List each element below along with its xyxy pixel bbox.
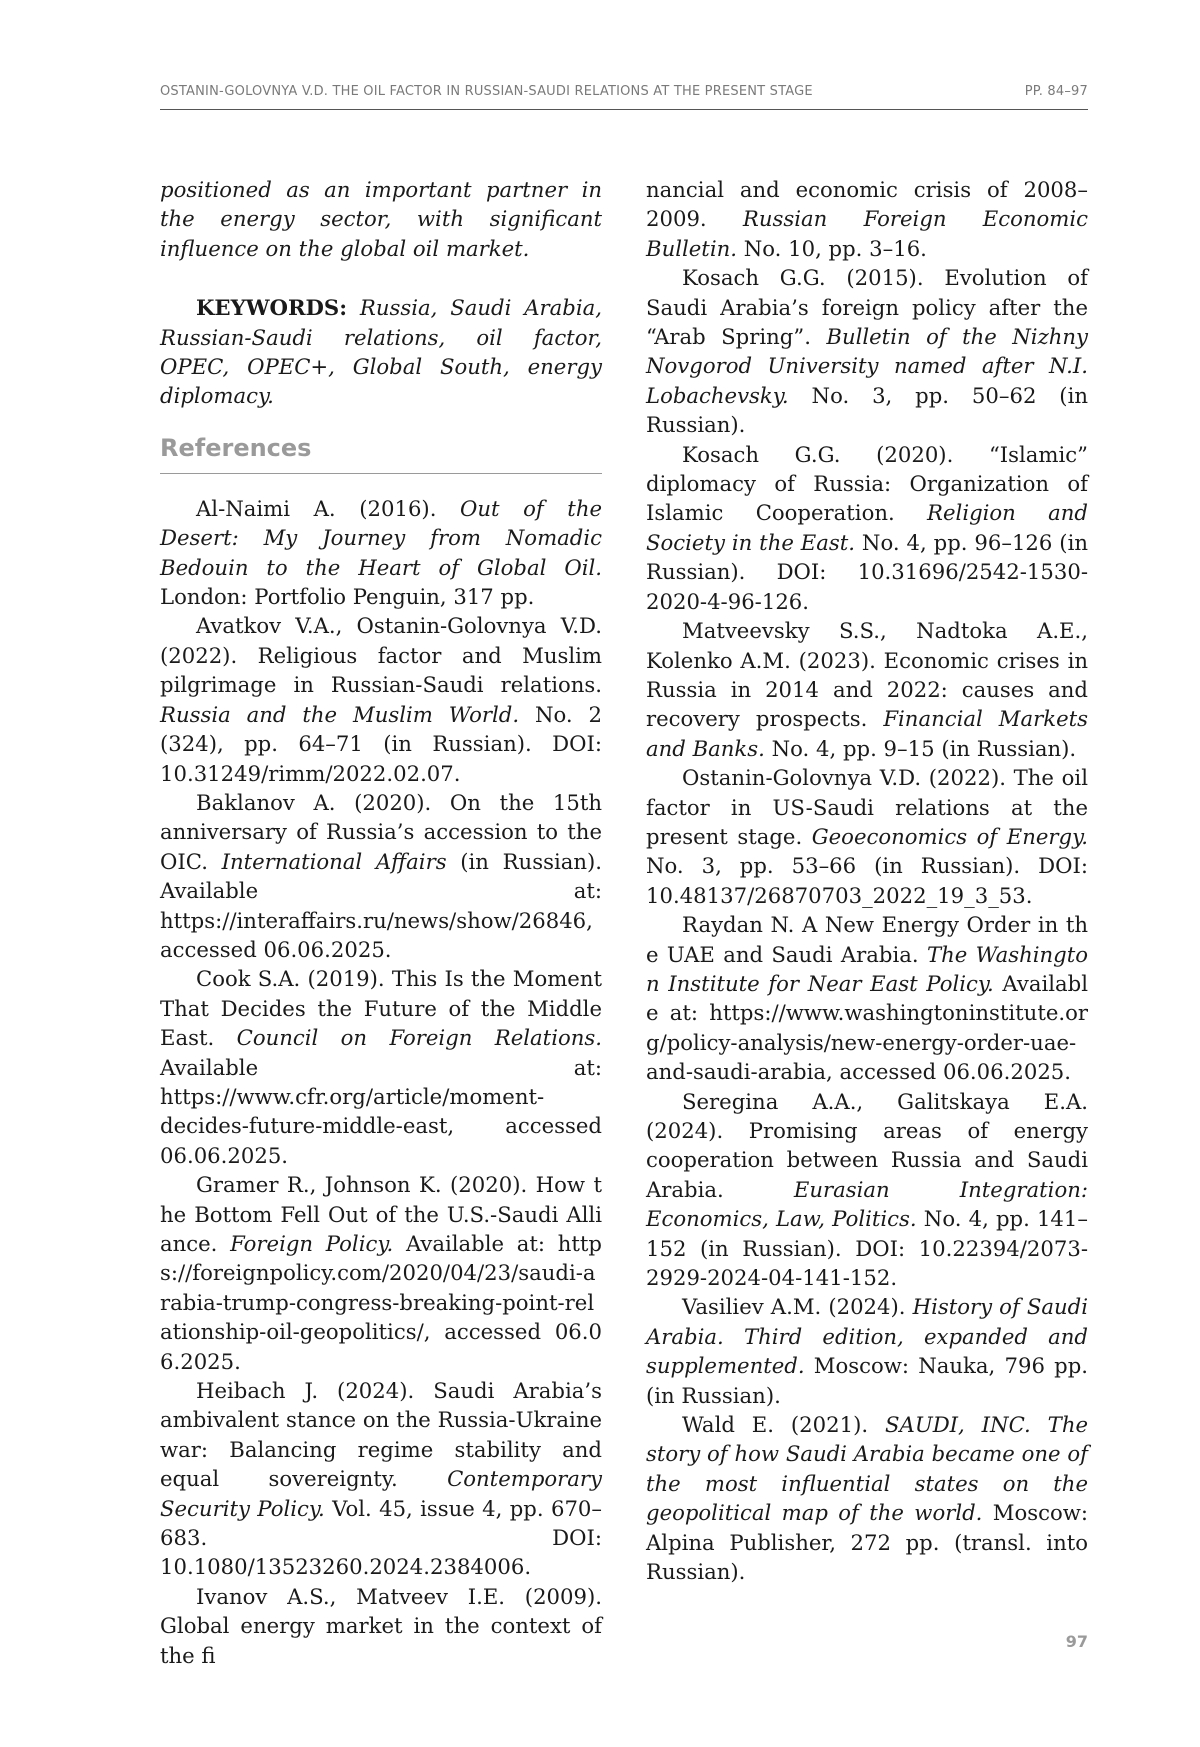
keywords-label: KEYWORDS: — [196, 295, 348, 321]
keywords-text: Russia, Saudi Arabia, Russian-Saudi relations, oil factor, OPEC, OPEC+, Global South, energy diplomacy. — [160, 295, 602, 409]
references-list-left — [160, 494, 602, 1670]
reference-item: Gramer R., Johnson K. (2020). How the Bottom Fell Out of the U.S.-Saudi Alliance. Foreign Policy. Available at: https://foreignpolicy.com/2020/04/23/saudi-arabia-trump-congress-breaking-point-relationship-oil-geopolitics/, accessed 06.06.2025. — [160, 1172, 602, 1374]
reference-item: Al-Naimi A. (2016). Out of the Desert: My Journey from Nomadic Bedouin to the Heart of Global Oil. London: Portfolio Penguin, 317 pp. — [160, 495, 602, 610]
reference-item: Matveevsky S.S., Nadtoka A.E., Kolenko A.M. (2023). Economic crises in Russia in 2014 and 2022: causes and recovery prospects. Financial Markets and Banks. No. 4, pp. 9–15 (in Russian). — [646, 618, 1089, 761]
reference-item: Kosach G.G. (2020). “Islamic” diplomacy of Russia: Organization of Islamic Cooperation. Religion and Society in the East. No. 4, pp. 96–126 (in Russian). DOI: 10.31696/2542-1530-2020-4-96-126. — [646, 441, 1088, 614]
reference-item: Ostanin-Golovnya V.D. (2022). The oil factor in US-Saudi relations at the present stage. Geoeconomics of Energy. No. 3, pp. 53–66 (in Russian). DOI: 10.48137/26870703_2022_19_3_53. — [646, 765, 1088, 908]
reference-item: Kosach G.G. (2015). Evolution of Saudi Arabia’s foreign policy after the “Arab Spring”. Bulletin of the Nizhny Novgorod University named after N.I. Lobachevsky. No. 3, pp. 50–62 (in Russian). — [646, 265, 1088, 438]
left-column — [160, 175, 602, 1670]
reference-item: Ivanov A.S., Matveev I.E. (2009). Global energy market in the context of the fi — [160, 1583, 602, 1668]
reference-item: Baklanov A. (2020). On the 15th anniversary of Russia’s accession to the OIC. International Affairs (in Russian). Available at: https://interaffairs.ru/news/show/26846, accessed 06.06.2025. — [160, 789, 603, 962]
references-heading: References — [160, 433, 602, 474]
reference-item: Vasiliev A.M. (2024). History of Saudi Arabia. Third edition, expanded and supplemented. Moscow: Nauka, 796 pp. (in Russian). — [646, 1294, 1088, 1408]
running-title: OSTANIN-GOLOVNYA V.D. THE OIL FACTOR IN RUSSIAN-SAUDI RELATIONS AT THE PRESENT STAGE — [160, 84, 813, 99]
reference-item: Avatkov V.A., Ostanin-Golovnya V.D. (2022). Religious factor and Muslim pilgrimage in Russian-Saudi relations. Russia and the Muslim World. No. 2 (324), pp. 64–71 (in Russian). DOI: 10.31249/rimm/2022.02.07. — [160, 613, 603, 786]
reference-item: Wald E. (2021). SAUDI, INC. The story of how Saudi Arabia became one of the most influential states on the geopolitical map of the world. Moscow: Alpina Publisher, 272 pp. (transl. into Russian). — [646, 1412, 1089, 1585]
abstract-ending: positioned as an important partner in the energy sector, with significant influence on the global oil market. — [160, 177, 602, 261]
header-divider — [160, 109, 1088, 110]
reference-item: Cook S.A. (2019). This Is the Moment That Decides the Future of the Middle East. Council on Foreign Relations. Available at: https://www.cfr.org/article/moment-decides-future-middle-east, accessed 06.06.2025. — [160, 966, 602, 1168]
reference-item: Seregina A.A., Galitskaya E.A. (2024). Promising areas of energy cooperation between Russia and Saudi Arabia. Eurasian Integration: Economics, Law, Politics. No. 4, pp. 141–152 (in Russian). DOI: 10.22394/2073-2929-2024-04-141-152. — [646, 1088, 1088, 1291]
keywords-paragraph — [160, 293, 602, 411]
right-column — [646, 175, 1088, 1587]
page-number: 97 — [1065, 1632, 1088, 1651]
reference-item: Heibach J. (2024). Saudi Arabia’s ambivalent stance on the Russia-Ukraine war: Balancing regime stability and equal sovereignty. Contemporary Security Policy. Vol. 45, issue 4, pp. 670–683. DOI: 10.1080/13523260.2024.2384006. — [160, 1378, 602, 1580]
reference-item-continued: nancial and economic crisis of 2008–2009. Russian Foreign Economic Bulletin. No. 10, pp. 3–16. — [646, 177, 1089, 261]
page-range: PP. 84–97 — [1024, 84, 1088, 99]
reference-item: Raydan N. A New Energy Order in the UAE and Saudi Arabia. The Washington Institute for Near East Policy. Available at: https://www.washingtoninstitute.org/policy-analysis/new-energy-order-uae-and-saudi-arabia, accessed 06.06.2025. — [646, 912, 1088, 1085]
